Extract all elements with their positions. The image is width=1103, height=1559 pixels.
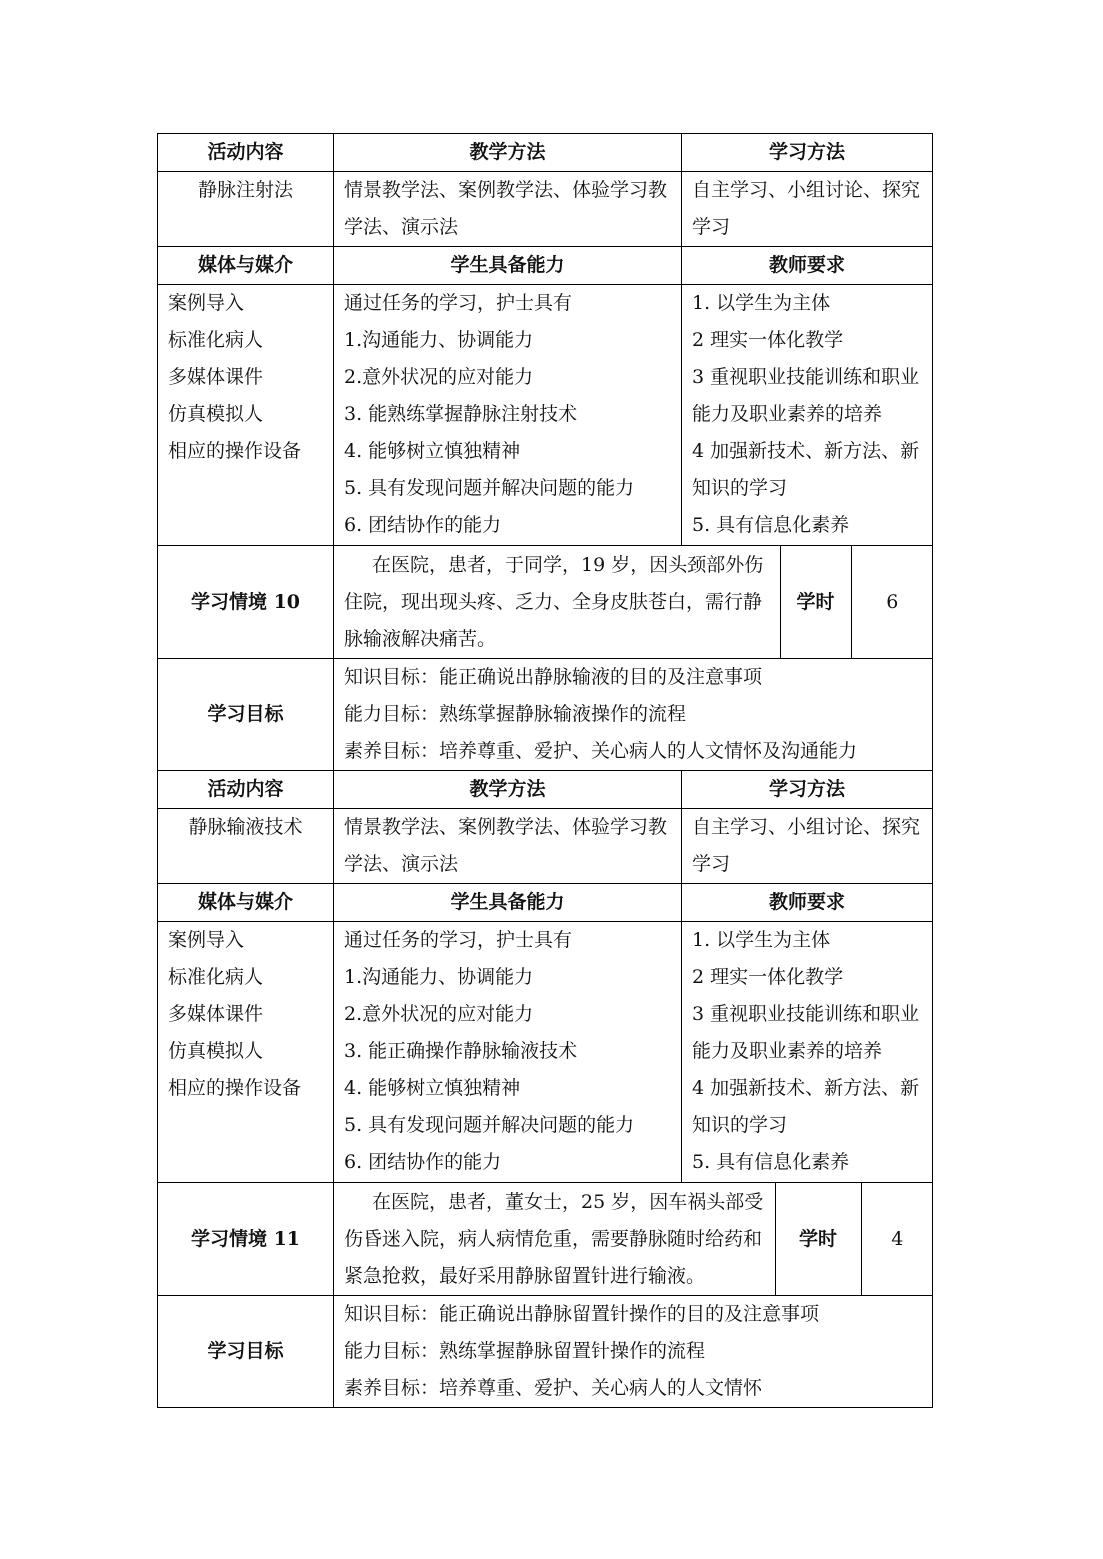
text-line: 4. 能够树立慎独精神 bbox=[344, 440, 521, 462]
text-line: 6. 团结协作的能力 bbox=[344, 1151, 502, 1173]
activity-header: 活动内容 bbox=[158, 771, 334, 809]
text-line: 4 加强新技术、新方法、新 bbox=[692, 440, 920, 462]
situation-cell bbox=[334, 546, 933, 659]
text-line: 5. 具有信息化素养 bbox=[692, 1151, 850, 1173]
objectives-row bbox=[158, 659, 933, 771]
text-line: 2 理实一体化教学 bbox=[692, 966, 844, 988]
activity-text: 静脉注射法 bbox=[197, 179, 293, 201]
text-line: 能力及职业素养的培养 bbox=[692, 403, 883, 425]
learning-method-header: 学习方法 bbox=[682, 134, 933, 172]
text-line: 多媒体课件 bbox=[168, 1003, 264, 1025]
text-line: 能力目标：熟练掌握静脉留置针操作的流程 bbox=[344, 1340, 706, 1362]
activity-cell bbox=[158, 809, 334, 884]
ability-cell bbox=[334, 922, 682, 1183]
text-line: 知识目标：能正确说出静脉输液的目的及注意事项 bbox=[344, 666, 763, 688]
teaching-method-header: 教学方法 bbox=[334, 134, 682, 172]
media-cell bbox=[158, 285, 334, 546]
text-line: 知识的学习 bbox=[692, 1114, 788, 1136]
situation-description bbox=[334, 546, 780, 658]
text-line: 标准化病人 bbox=[168, 329, 264, 351]
media-header: 媒体与媒介 bbox=[158, 247, 334, 285]
text-line: 在医院，患者，于同学，19 岁，因头颈部外伤 bbox=[372, 553, 764, 576]
method-row bbox=[158, 172, 933, 247]
text-line: 自主学习、小组讨论、探究 bbox=[692, 179, 921, 201]
situation-cell bbox=[334, 1183, 933, 1296]
text-line: 相应的操作设备 bbox=[168, 440, 302, 462]
ability-header: 学生具备能力 bbox=[334, 247, 682, 285]
situation-label: 学习情境 11 bbox=[158, 1183, 334, 1296]
text-line: 仿真模拟人 bbox=[168, 1040, 264, 1062]
text-line: 1. 以学生为主体 bbox=[692, 929, 831, 951]
text-line: 1. 以学生为主体 bbox=[692, 292, 831, 314]
text-line: 相应的操作设备 bbox=[168, 1077, 302, 1099]
media-cell bbox=[158, 922, 334, 1183]
header-row bbox=[158, 884, 933, 922]
text-line: 6. 团结协作的能力 bbox=[344, 514, 502, 536]
text-line: 自主学习、小组讨论、探究 bbox=[692, 816, 921, 838]
text-line: 知识的学习 bbox=[692, 477, 788, 499]
text-line: 案例导入 bbox=[168, 292, 245, 314]
text-line: 4. 能够树立慎独精神 bbox=[344, 1077, 521, 1099]
text-line: 素养目标：培养尊重、爱护、关心病人的人文情怀 bbox=[344, 1377, 763, 1399]
text-line: 案例导入 bbox=[168, 929, 245, 951]
objectives-cell bbox=[334, 1296, 933, 1408]
text-line: 1.沟通能力、协调能力 bbox=[344, 966, 534, 988]
text-line: 4 加强新技术、新方法、新 bbox=[692, 1077, 920, 1099]
ability-header: 学生具备能力 bbox=[334, 884, 682, 922]
text-line: 能力目标：熟练掌握静脉输液操作的流程 bbox=[344, 703, 687, 725]
text-line: 住院，现出现头疼、乏力、全身皮肤苍白，需行静 bbox=[344, 590, 763, 613]
text-line: 标准化病人 bbox=[168, 966, 264, 988]
text-line: 知识目标：能正确说出静脉留置针操作的目的及注意事项 bbox=[344, 1303, 820, 1325]
text-line: 情景教学法、案例教学法、体验学习教 bbox=[344, 816, 668, 838]
text-line: 脉输液解决痛苦。 bbox=[344, 627, 497, 650]
teacher-cell bbox=[682, 922, 933, 1183]
text-line: 5. 具有发现问题并解决问题的能力 bbox=[344, 477, 635, 499]
objectives-cell bbox=[334, 659, 933, 771]
situation-label: 学习情境 10 bbox=[158, 546, 334, 659]
text-line: 素养目标：培养尊重、爱护、关心病人的人文情怀及沟通能力 bbox=[344, 740, 858, 762]
activity-header: 活动内容 bbox=[158, 134, 334, 172]
text-line: 学习 bbox=[692, 216, 731, 238]
text-line: 2.意外状况的应对能力 bbox=[344, 1003, 534, 1025]
header-row bbox=[158, 134, 933, 172]
situation-description bbox=[334, 1183, 775, 1295]
objectives-label: 学习目标 bbox=[158, 1296, 334, 1408]
course-table bbox=[157, 133, 932, 1408]
text-line: 在医院，患者，董女士，25 岁，因车祸头部受 bbox=[372, 1190, 764, 1213]
teacher-header: 教师要求 bbox=[682, 884, 933, 922]
text-line: 紧急抢救，最好采用静脉留置针进行输液。 bbox=[344, 1264, 706, 1287]
learning-method-header: 学习方法 bbox=[682, 771, 933, 809]
ability-row bbox=[158, 922, 933, 1183]
objectives-row bbox=[158, 1296, 933, 1408]
header-row bbox=[158, 247, 933, 285]
text-line: 3 重视职业技能训练和职业 bbox=[692, 366, 920, 388]
text-line: 情景教学法、案例教学法、体验学习教 bbox=[344, 179, 668, 201]
hours-value: 6 bbox=[886, 590, 899, 613]
teacher-cell bbox=[682, 285, 933, 546]
activity-text: 静脉输液技术 bbox=[188, 816, 303, 838]
text-line: 伤昏迷入院，病人病情危重，需要静脉随时给药和 bbox=[344, 1227, 763, 1250]
ability-row bbox=[158, 285, 933, 546]
teaching-method-header: 教学方法 bbox=[334, 771, 682, 809]
teacher-header: 教师要求 bbox=[682, 247, 933, 285]
text-line: 1.沟通能力、协调能力 bbox=[344, 329, 534, 351]
text-line: 多媒体课件 bbox=[168, 366, 264, 388]
ability-cell bbox=[334, 285, 682, 546]
teaching-method-cell bbox=[334, 172, 682, 247]
header-row bbox=[158, 771, 933, 809]
text-line: 3. 能熟练掌握静脉注射技术 bbox=[344, 403, 578, 425]
text-line: 学法、演示法 bbox=[344, 853, 459, 875]
text-line: 2.意外状况的应对能力 bbox=[344, 366, 534, 388]
text-line: 3 重视职业技能训练和职业 bbox=[692, 1003, 920, 1025]
text-line: 5. 具有发现问题并解决问题的能力 bbox=[344, 1114, 635, 1136]
text-line: 学习 bbox=[692, 853, 731, 875]
text-line: 通过任务的学习，护士具有 bbox=[344, 292, 573, 314]
text-line: 学法、演示法 bbox=[344, 216, 459, 238]
text-line: 3. 能正确操作静脉输液技术 bbox=[344, 1040, 578, 1062]
hours-value: 4 bbox=[891, 1227, 904, 1250]
hours-label: 学时 bbox=[775, 1183, 861, 1295]
text-line: 能力及职业素养的培养 bbox=[692, 1040, 883, 1062]
hours-label: 学时 bbox=[780, 546, 851, 658]
media-header: 媒体与媒介 bbox=[158, 884, 334, 922]
text-line: 仿真模拟人 bbox=[168, 403, 264, 425]
method-row bbox=[158, 809, 933, 884]
objectives-label: 学习目标 bbox=[158, 659, 334, 771]
teaching-method-cell bbox=[334, 809, 682, 884]
situation-row bbox=[158, 546, 933, 659]
text-line: 2 理实一体化教学 bbox=[692, 329, 844, 351]
text-line: 通过任务的学习，护士具有 bbox=[344, 929, 573, 951]
text-line: 5. 具有信息化素养 bbox=[692, 514, 850, 536]
learning-method-cell bbox=[682, 172, 933, 247]
learning-method-cell bbox=[682, 809, 933, 884]
situation-row bbox=[158, 1183, 933, 1296]
activity-cell bbox=[158, 172, 334, 247]
